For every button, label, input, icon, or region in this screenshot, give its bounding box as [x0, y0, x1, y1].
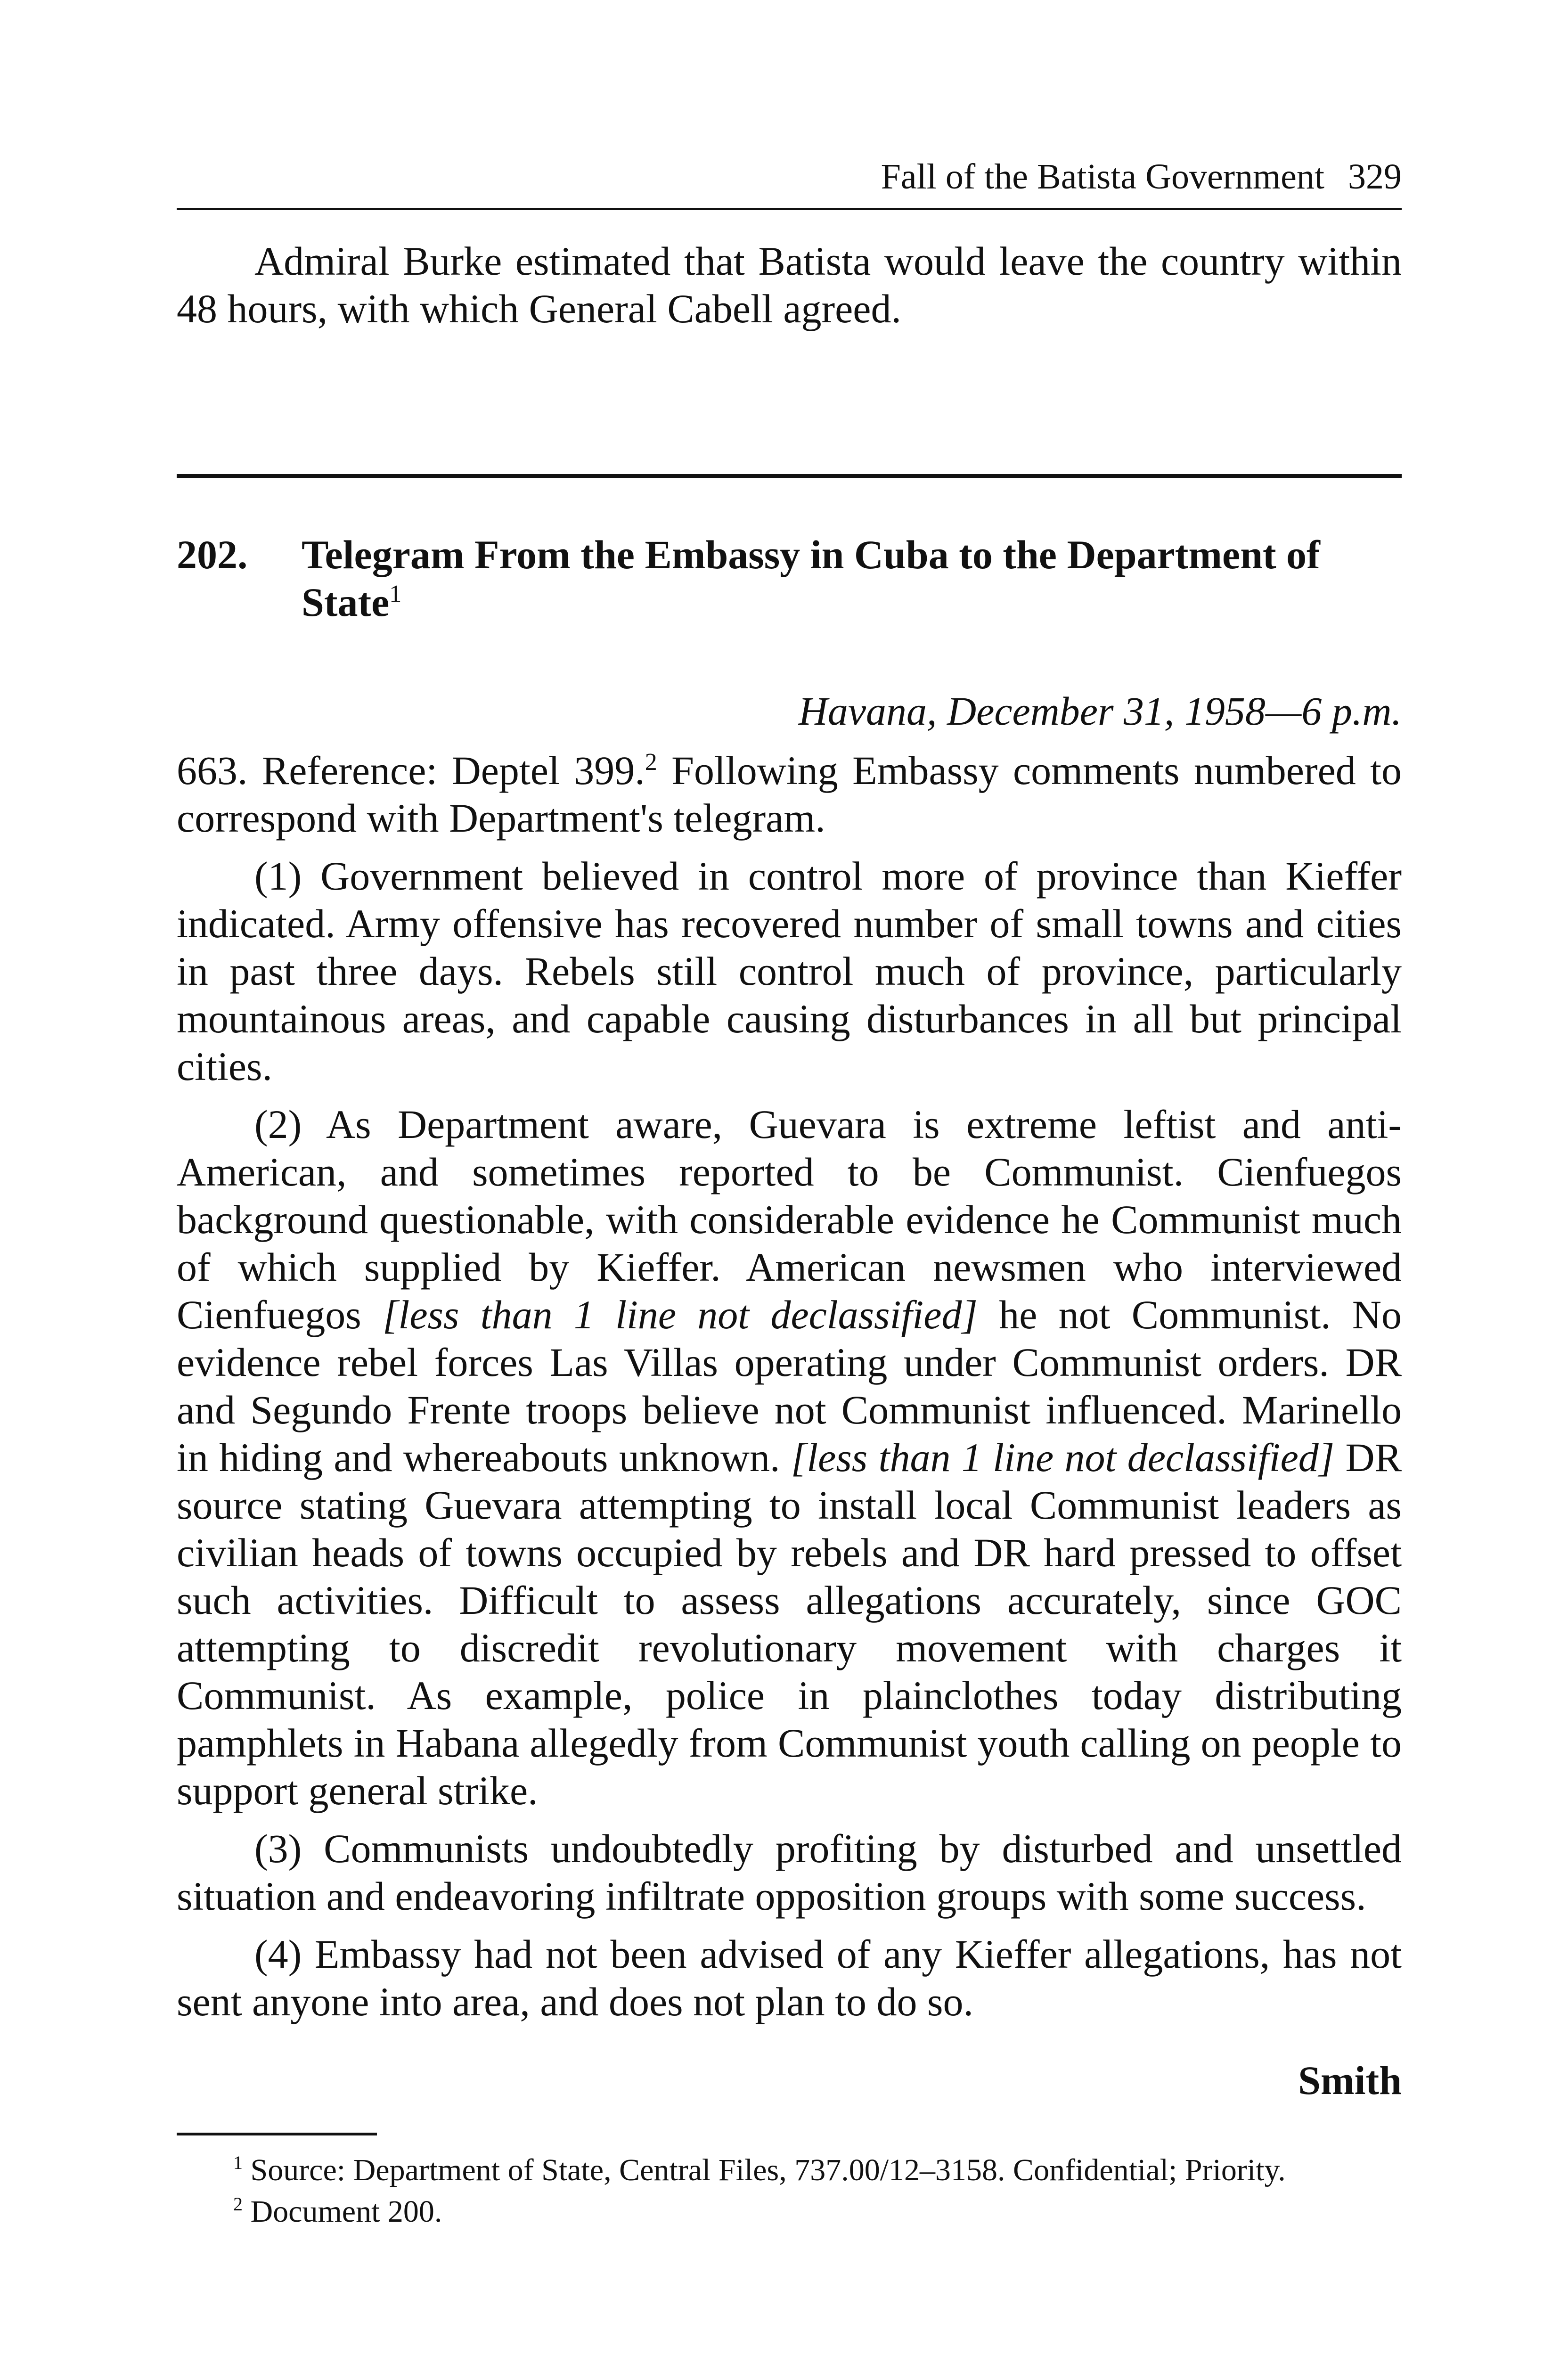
- page-number: 329: [1348, 157, 1402, 196]
- footnote-2-text: Document 200.: [250, 2194, 442, 2229]
- footnote-1: [177, 2150, 1402, 2191]
- p2-text-a: (2) As Department aware, Guevara is extreme leftist and anti-American, and sometimes reported to be Communist. Cienfuegos background questionable, with considerable evidence he Communist much of which supplied by Kieffer. American newsmen who interviewed Cienfuegos: [177, 1102, 1402, 1338]
- document-title-wrap: [302, 531, 1402, 626]
- document-title: Telegram From the Embassy in Cuba to the Department of State: [302, 532, 1320, 625]
- paragraph-1: (1) Government believed in control more of province than Kieffer indicated. Army offensive has recovered number of small towns and cities in past three days. Rebels still control much of province, particularly mountainous areas, and capable causing disturbances in all but principal cities.: [177, 853, 1402, 1089]
- paragraph-reference: [177, 747, 1402, 842]
- footnote-2: [177, 2191, 1402, 2233]
- paragraph-3: (3) Communists undoubtedly profiting by disturbed and unsettled situation and endeavoring infiltrate opposition groups with some success.: [177, 1826, 1402, 1919]
- running-header: [177, 155, 1402, 210]
- title-footnote-ref: 1: [389, 581, 402, 608]
- p0-start: 663. Reference: Deptel 399.: [177, 748, 645, 794]
- p0-end: Following Embassy comments numbered to correspond with Department's telegram.: [177, 748, 1402, 841]
- document-number: 202.: [177, 532, 248, 578]
- signature: Smith: [1298, 2058, 1402, 2103]
- footnote-1-text: Source: Department of State, Central Files, 737.00/12–3158. Confidential; Priority.: [250, 2153, 1286, 2188]
- footnotes: [177, 2150, 1402, 2233]
- footnote-divider: [177, 2133, 377, 2135]
- document-heading: [177, 531, 1402, 626]
- footnote-2-mark: 2: [233, 2193, 243, 2215]
- p2-redaction-2: [less than 1 line not declassified]: [791, 1435, 1335, 1481]
- intro-paragraph: Admiral Burke estimated that Batista would leave the country within 48 hours, with which General Cabell agreed.: [177, 238, 1402, 332]
- p2-redaction-1: [less than 1 line not declassified]: [382, 1292, 978, 1338]
- p0-footnote-ref: 2: [645, 749, 657, 776]
- p2-text-c: he not Communist. No evidence rebel forces Las Villas operating under Communist orders. DR and Segundo Frente troops believe not Communist influenced. Marinello in hiding and whereabouts unknown.: [177, 1292, 1402, 1481]
- running-title: Fall of the Batista Government: [881, 157, 1324, 196]
- document-page: [177, 155, 1402, 2233]
- dateline: Havana, December 31, 1958—6 p.m.: [798, 688, 1402, 734]
- p2-text-e: DR source stating Guevara attempting to install local Communist leaders as civilian heads of towns occupied by rebels and DR hard pressed to offset such activities. Difficult to assess allegations accurately, since GOC attempting to discredit revolutionary movement with charges it Communist. As example, police in plainclothes today distributing pamphlets in Habana allegedly from Communist youth calling on people to support general strike.: [177, 1435, 1402, 1814]
- paragraph-4: (4) Embassy had not been advised of any Kieffer allegations, has not sent anyone into area, and does not plan to do so.: [177, 1931, 1402, 2025]
- document-divider: [177, 474, 1402, 478]
- paragraph-2: [177, 1101, 1402, 1815]
- footnote-1-mark: 1: [233, 2152, 243, 2174]
